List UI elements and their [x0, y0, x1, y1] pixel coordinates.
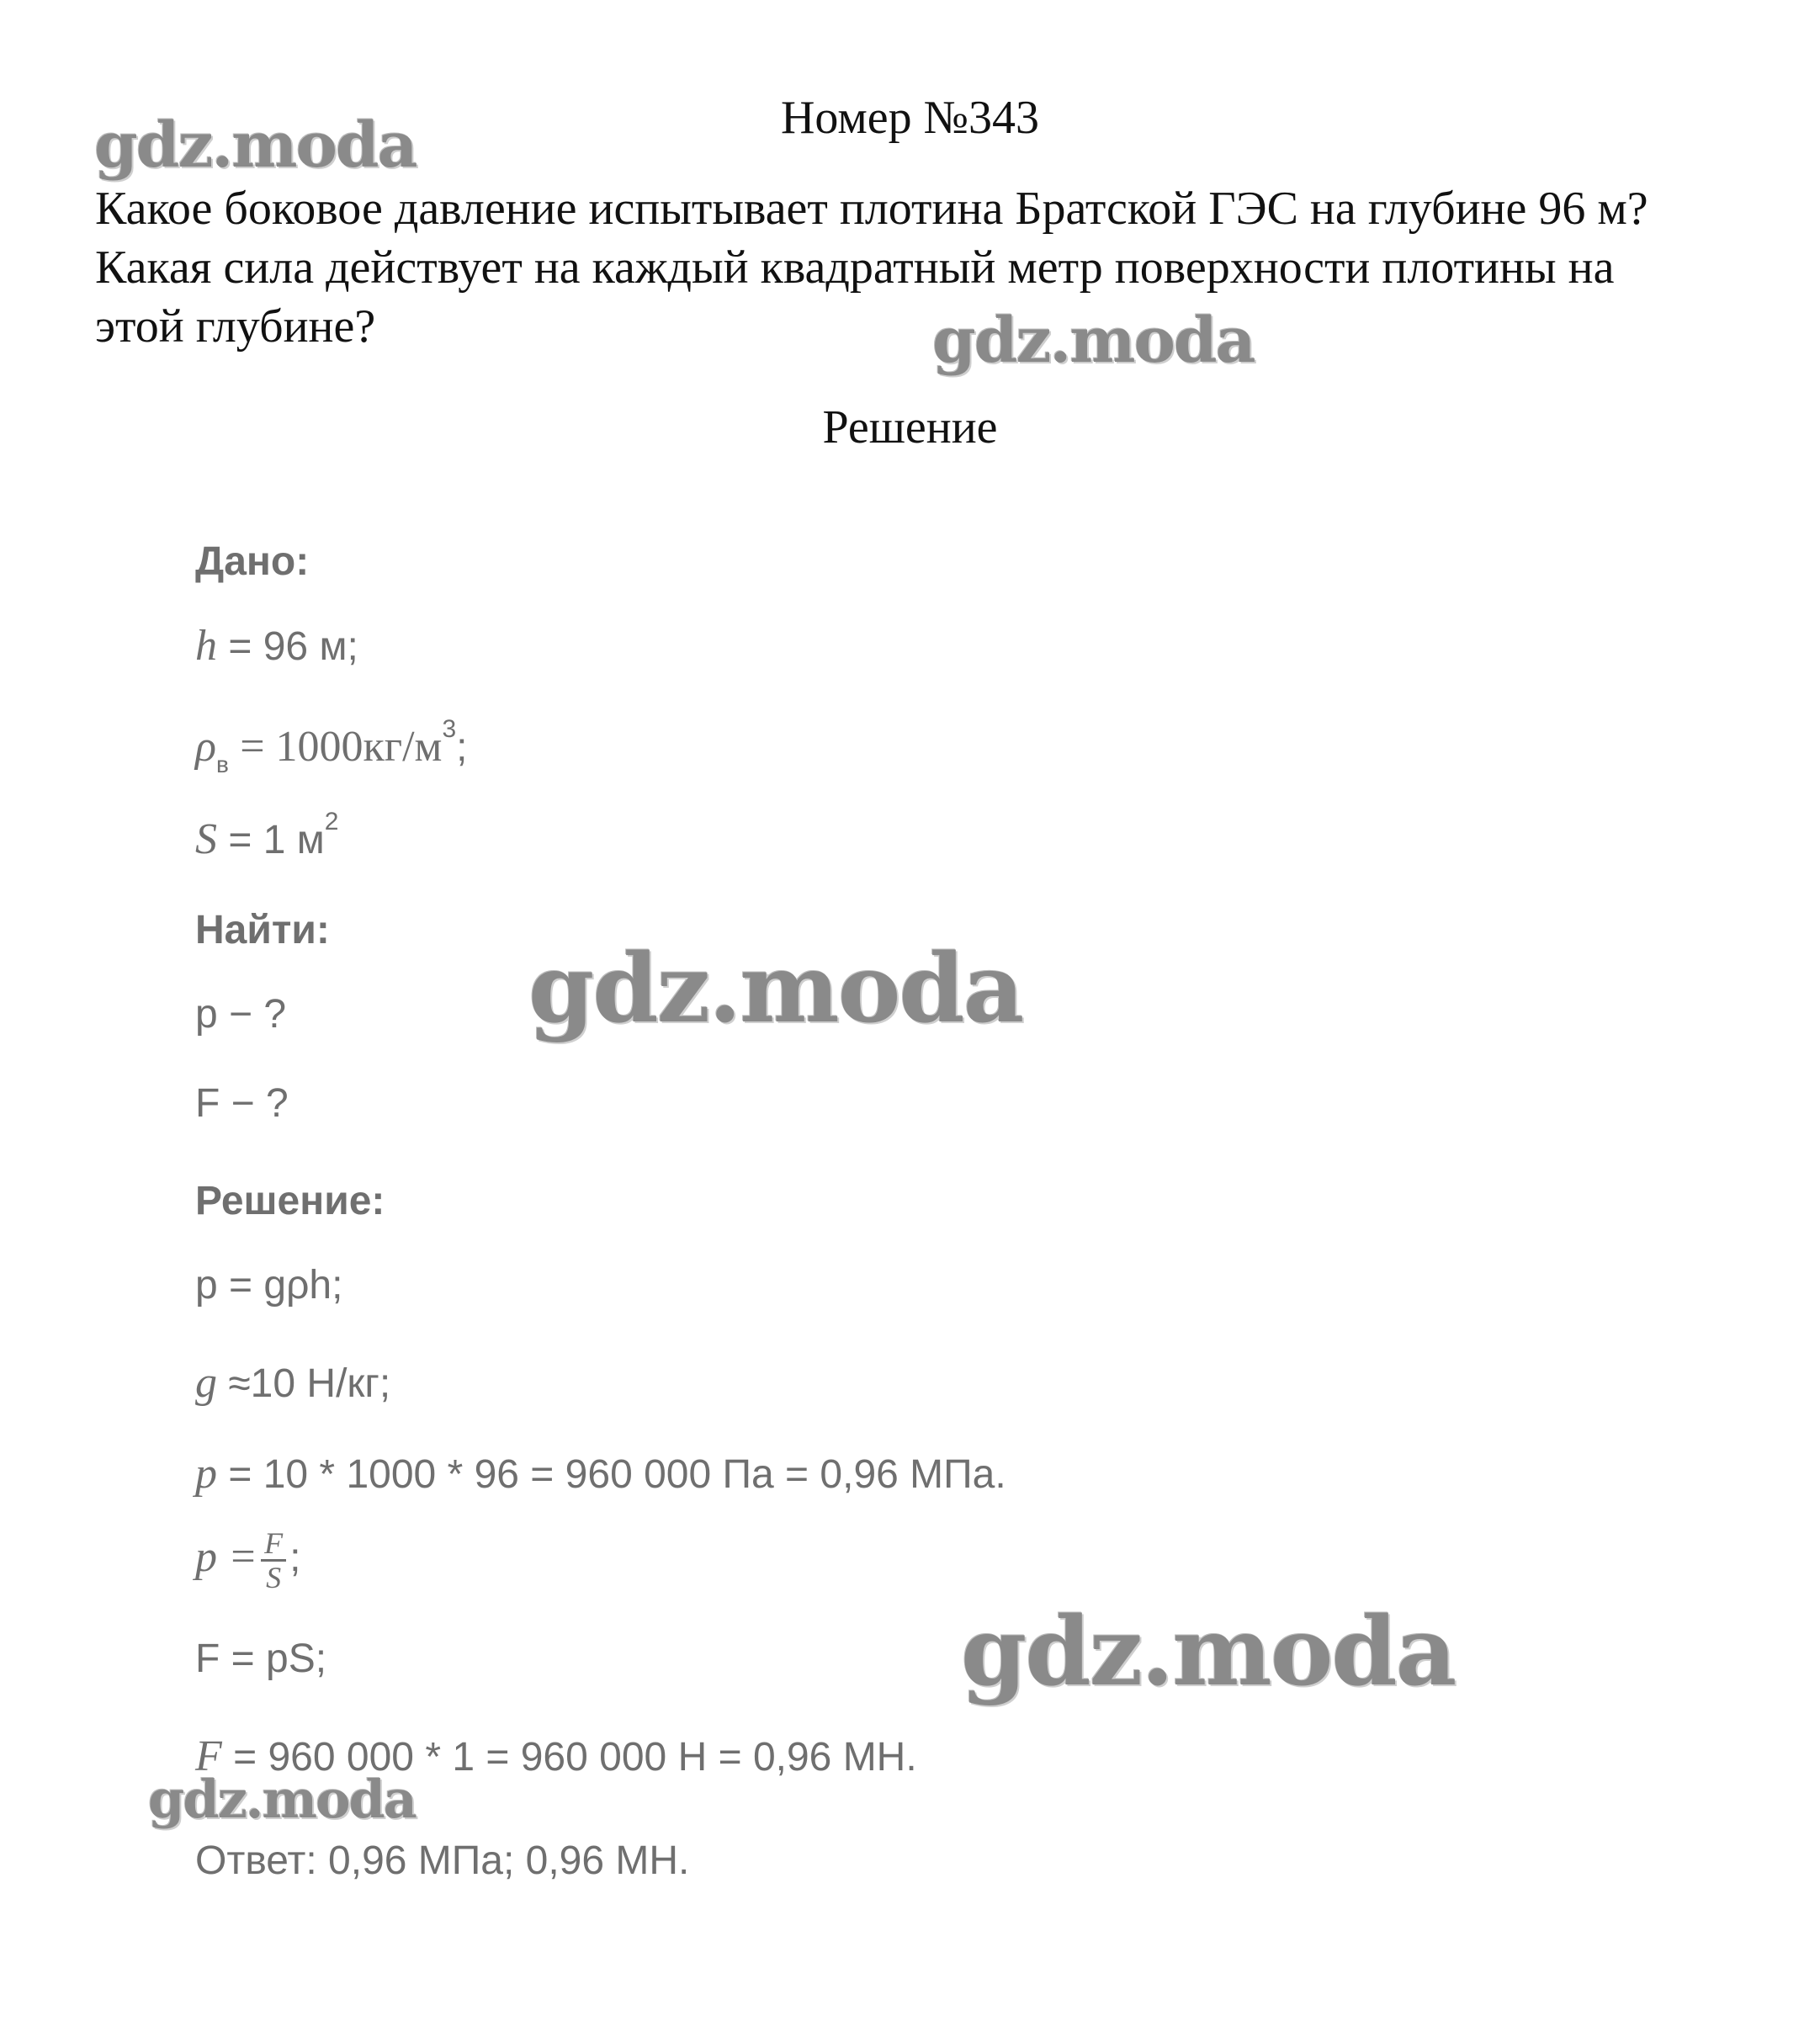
- calc-f-variable: F: [195, 1732, 222, 1780]
- given-rho: [195, 715, 468, 778]
- formula-fraction: [195, 1527, 300, 1594]
- watermark-bottom-left: gdz.moda: [148, 1769, 416, 1830]
- formula-f: F = pS;: [195, 1636, 327, 1681]
- given-rho-tail: ;: [456, 725, 468, 770]
- g-variable: g: [195, 1359, 217, 1407]
- given-s: [195, 808, 338, 864]
- g-value: ≈10 Н/кг;: [217, 1361, 391, 1406]
- find-label: Найти:: [195, 908, 330, 952]
- watermark-lower-right: gdz.moda: [961, 1597, 1456, 1707]
- formula-frac-lhs: p =: [195, 1533, 258, 1582]
- solution-title: Решение: [822, 401, 998, 454]
- given-s-exponent: 2: [324, 808, 339, 835]
- watermark-question-end: gdz.moda: [932, 305, 1255, 377]
- fraction-numerator: F: [261, 1527, 286, 1562]
- watermark-top-left: gdz.moda: [94, 109, 417, 182]
- given-h: [195, 621, 358, 671]
- fraction-denominator: S: [266, 1561, 282, 1594]
- calc-p-value: = 10 * 1000 * 96 = 960 000 Па = 0,96 МПа.: [217, 1452, 1006, 1497]
- given-h-variable: h: [195, 622, 217, 670]
- find-p: p − ?: [195, 992, 287, 1037]
- answer: Ответ: 0,96 МПа; 0,96 МН.: [195, 1838, 690, 1883]
- solution-label: Решение:: [195, 1179, 385, 1223]
- given-rho-value: = 1000кг/м: [240, 723, 443, 771]
- given-rho-exponent: 3: [442, 715, 457, 743]
- calc-f-value: = 960 000 * 1 = 960 000 Н = 0,96 МН.: [221, 1735, 917, 1780]
- given-rho-subscript: в: [215, 751, 229, 777]
- given-s-variable: S: [195, 815, 217, 863]
- formula-frac-tail: ;: [289, 1536, 301, 1581]
- given-h-value: = 96 м;: [228, 624, 358, 669]
- calc-p-line: [195, 1449, 1006, 1499]
- given-rho-variable: ρ: [195, 723, 216, 771]
- formula-p: p = gρh;: [195, 1263, 343, 1308]
- watermark-middle: gdz.moda: [528, 934, 1023, 1044]
- given-label: Дано:: [195, 539, 310, 584]
- given-s-value: = 1 м: [228, 818, 325, 862]
- fraction: [261, 1527, 286, 1594]
- g-value-line: [195, 1358, 390, 1408]
- page-title: Номер №343: [780, 92, 1040, 144]
- calc-p-variable: p: [195, 1450, 217, 1498]
- question-text: Какое боковое давление испытывает плотина Братской ГЭС на глубине 96 м? Какая сила действует на каждый квадратный метр поверхности плотины на этой глубине?: [95, 183, 1648, 353]
- find-f: F − ?: [195, 1081, 289, 1126]
